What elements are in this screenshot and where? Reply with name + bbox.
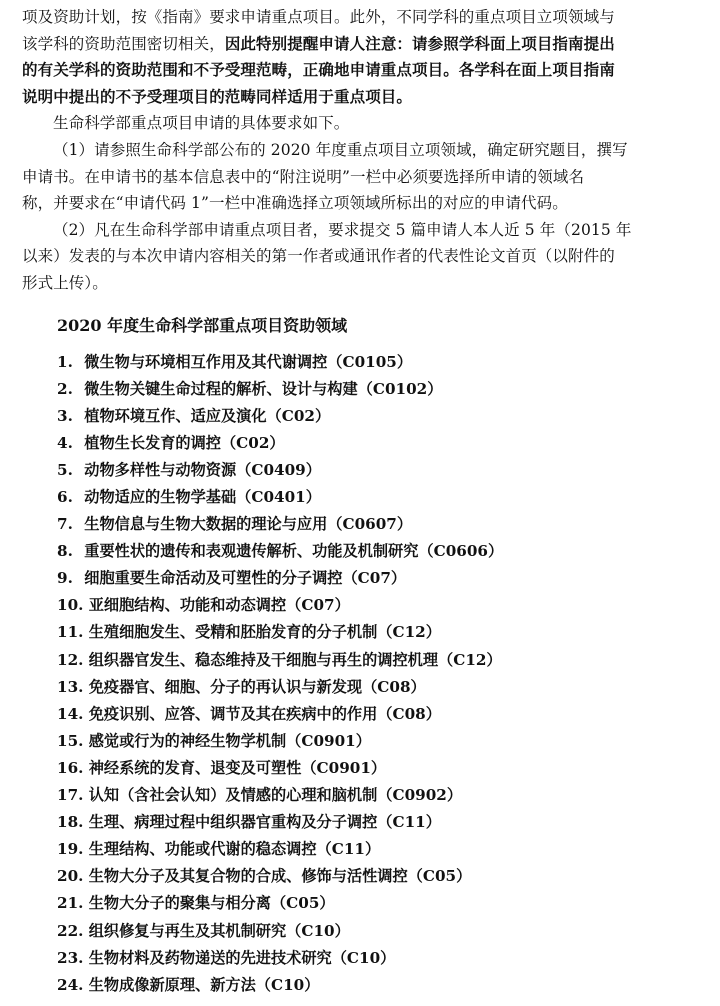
funding-area-text: 生物材料及药物递送的先进技术研究（C10）	[88, 948, 396, 967]
funding-area-text: 重要性状的遗传和表观遗传解析、功能及机制研究（C0606）	[84, 542, 504, 561]
funding-area-item	[57, 701, 706, 728]
section-title: 2020 年度生命科学部重点项目资助领域	[57, 315, 348, 335]
funding-area-number: 16.	[57, 758, 84, 777]
funding-area-number: 5.	[57, 460, 73, 479]
requirements-intro: 生命科学部重点项目申请的具体要求如下。	[53, 114, 350, 133]
funding-area-item	[57, 863, 706, 890]
funding-area-text: 微生物与环境相互作用及其代谢调控（C0105）	[84, 352, 413, 371]
funding-area-text: 认知（含社会认知）及情感的心理和脑机制（C0902）	[88, 786, 463, 805]
intro-line-1: 项及资助计划，按《指南》要求申请重点项目。此外，不同学科的重点项目立项领域与	[22, 8, 615, 26]
funding-area-item	[57, 972, 706, 999]
funding-area-text: 生物成像新原理、新方法（C10）	[88, 975, 320, 994]
funding-area-number: 1.	[57, 352, 73, 371]
funding-area-text: 微生物关键生命过程的解析、设计与构建（C0102）	[84, 379, 443, 398]
funding-area-text: 感觉或行为的神经生物学机制（C0901）	[88, 731, 371, 750]
funding-area-item	[57, 782, 706, 809]
funding-area-number: 24.	[57, 975, 84, 994]
funding-area-number: 4.	[57, 433, 73, 452]
funding-area-number: 11.	[57, 623, 84, 642]
funding-area-item	[57, 674, 706, 701]
funding-area-text: 生理、病理过程中组织器官重构及分子调控（C11）	[88, 813, 441, 832]
funding-area-text: 组织器官发生、稳态维持及干细胞与再生的调控机理（C12）	[88, 650, 502, 669]
funding-area-text: 生物大分子的聚集与相分离（C05）	[88, 894, 335, 913]
funding-area-item	[57, 403, 706, 430]
requirement-2-line-1: （2）凡在生命科学部申请重点项目者，要求提交 5 篇申请人本人近 5 年（2015 年	[53, 220, 632, 239]
funding-area-number: 8.	[57, 542, 73, 561]
funding-area-number: 3.	[57, 406, 73, 425]
funding-area-text: 亚细胞结构、功能和动态调控（C07）	[88, 596, 350, 615]
requirement-1-line-2: 申请书。在申请书的基本信息表中的“附注说明”一栏中必须要选择所申请的领域名	[22, 167, 585, 186]
funding-area-number: 7.	[57, 515, 73, 534]
funding-area-number: 6.	[57, 488, 73, 506]
funding-area-item	[57, 809, 706, 836]
funding-area-text: 神经系统的发育、退变及可塑性（C0901）	[88, 758, 387, 777]
funding-area-text: 生理结构、功能或代谢的稳态调控（C11）	[88, 840, 381, 859]
funding-area-number: 9.	[57, 569, 73, 588]
funding-area-number: 21.	[57, 894, 84, 913]
requirement-2-line-2: 以来）发表的与本次申请内容相关的第一作者或通讯作者的代表性论文首页（以附件的	[22, 247, 615, 266]
funding-area-item	[57, 945, 706, 972]
requirement-1	[22, 137, 706, 217]
funding-area-item	[57, 728, 706, 755]
intro-line-3: 的有关学科的资助范围和不予受理范畴，正确地申请重点项目。各学科在面上项目指南	[22, 60, 615, 80]
intro-line-2-emphasis: 因此特别提醒申请人注意：请参照学科面上项目指南提出	[224, 33, 615, 53]
funding-area-item	[57, 619, 706, 646]
funding-area-item	[57, 755, 706, 782]
requirement-1-line-1: （1）请参照生命科学部公布的 2020 年度重点项目立项领域，确定研究题目，撰写	[53, 140, 628, 159]
funding-area-item	[57, 565, 706, 592]
funding-area-number: 20.	[57, 867, 84, 886]
funding-area-number: 14.	[57, 704, 84, 723]
funding-area-number: 17.	[57, 786, 84, 805]
funding-area-item	[57, 484, 706, 511]
funding-area-text: 生物信息与生物大数据的理论与应用（C0607）	[84, 515, 413, 534]
funding-area-item	[57, 538, 706, 565]
funding-area-text: 组织修复与再生及其机制研究（C10）	[88, 921, 350, 940]
requirement-2	[22, 217, 706, 297]
funding-area-number: 19.	[57, 840, 84, 859]
funding-area-text: 植物生长发育的调控（C02）	[84, 433, 285, 452]
funding-area-text: 免疫识别、应答、调节及其在疾病中的作用（C08）	[88, 704, 441, 723]
funding-area-item	[57, 511, 706, 538]
funding-area-number: 10.	[57, 596, 84, 615]
requirement-2-line-3: 形式上传）。	[22, 273, 108, 292]
funding-area-item	[57, 349, 706, 376]
funding-area-number: 12.	[57, 650, 84, 669]
funding-area-item	[57, 918, 706, 945]
funding-area-number: 2.	[57, 379, 73, 398]
requirement-1-line-3: 称，并要求在“申请代码 1”一栏中准确选择立项领域所标出的对应的申请代码。	[22, 194, 568, 213]
funding-area-text: 植物环境互作、适应及演化（C02）	[84, 406, 331, 425]
funding-area-item	[57, 890, 706, 917]
funding-area-text: 生物大分子及其复合物的合成、修饰与活性调控（C05）	[88, 867, 472, 886]
funding-area-number: 18.	[57, 813, 84, 832]
funding-area-item	[57, 430, 706, 457]
funding-area-number: 15.	[57, 731, 84, 750]
intro-line-4: 说明中提出的不予受理项目的范畴同样适用于重点项目。	[22, 86, 413, 106]
funding-area-item	[57, 376, 706, 403]
funding-area-item	[57, 836, 706, 863]
funding-area-item	[57, 647, 706, 674]
funding-area-text: 细胞重要生命活动及可塑性的分子调控（C07）	[84, 569, 407, 588]
funding-area-item	[57, 457, 706, 484]
funding-area-text: 动物适应的生物学基础（C0401）	[84, 488, 321, 506]
intro-line-2	[22, 31, 706, 58]
funding-area-text: 动物多样性与动物资源（C0409）	[84, 460, 321, 479]
funding-area-text: 免疫器官、细胞、分子的再认识与新发现（C08）	[88, 677, 426, 696]
funding-area-number: 23.	[57, 948, 84, 967]
funding-area-list	[22, 349, 706, 999]
funding-area-item	[57, 592, 706, 619]
intro-line-2-plain: 该学科的资助范围密切相关，	[22, 34, 225, 53]
intro-paragraph	[22, 4, 706, 110]
funding-area-number: 13.	[57, 677, 84, 696]
funding-area-text: 生殖细胞发生、受精和胚胎发育的分子机制（C12）	[88, 623, 441, 642]
funding-area-number: 22.	[57, 921, 84, 940]
